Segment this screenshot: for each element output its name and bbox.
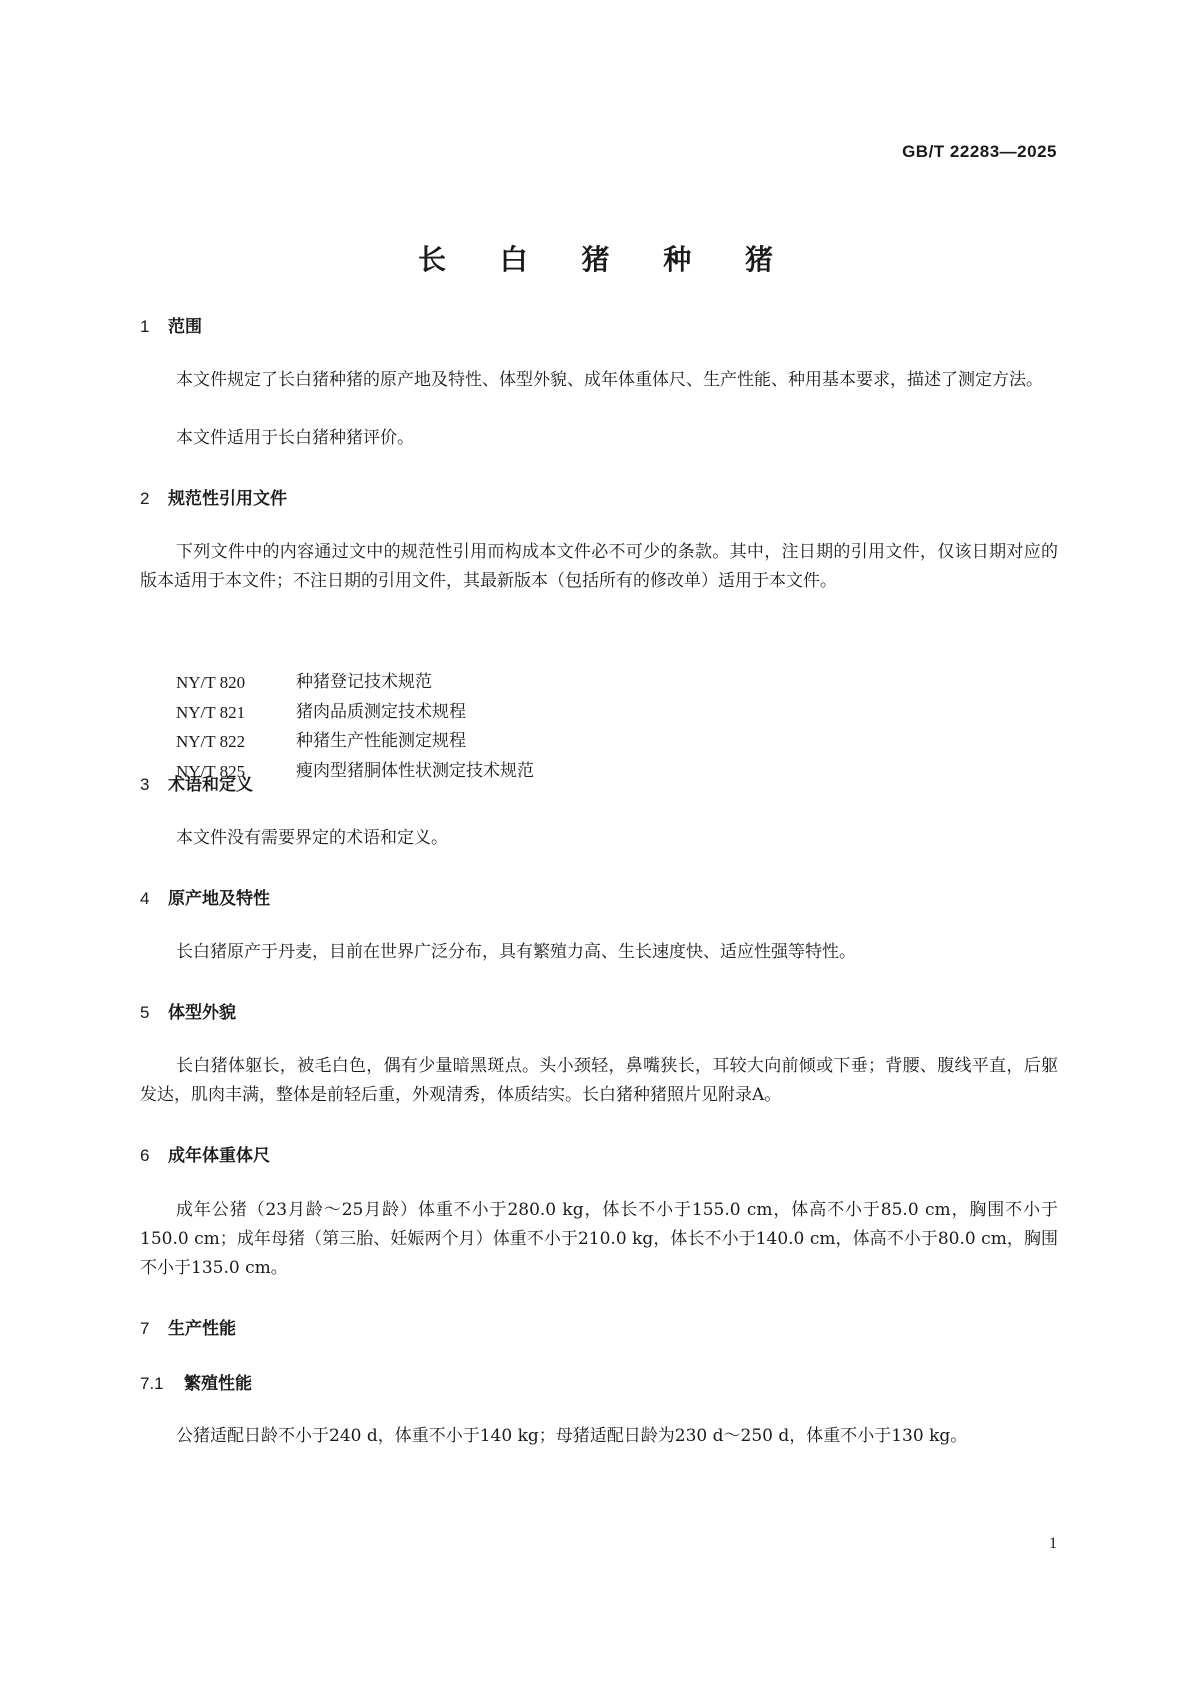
- paragraph: 本文件没有需要界定的术语和定义。: [176, 828, 448, 848]
- section-number: 4: [140, 889, 150, 908]
- section-heading: [140, 312, 202, 337]
- section-heading: [140, 770, 253, 795]
- paragraph: 本文件规定了长白猪种猪的原产地及特性、体型外貌、成年体重体尺、生产性能、种用基本要求，描述了测定方法。: [176, 370, 1043, 390]
- paragraph: 长白猪原产于丹麦，目前在世界广泛分布，具有繁殖力高、生长速度快、适应性强等特性。: [176, 942, 856, 962]
- reference-title: 种猪生产性能测定规程: [296, 731, 466, 751]
- reference-item: [176, 727, 534, 757]
- reference-item: [176, 698, 534, 728]
- section-number: 5: [140, 1003, 150, 1022]
- paragraph: 成年公猪（23月龄～25月龄）体重不小于280.0 kg，体长不小于155.0 cm，体高不小于85.0 cm，胸围不小于150.0 cm；成年母猪（第三胎、妊娠两个月）体重不小于210.0 kg，体长不小于140.0 cm，体高不小于80.0 cm，胸围不小于135.0 cm。: [140, 1200, 1058, 1278]
- section-number: 6: [140, 1146, 150, 1165]
- section-number: 2: [140, 489, 150, 508]
- standard-code: GB/T 22283—2025: [902, 142, 1057, 161]
- reference-code: NY/T 822: [176, 732, 246, 751]
- section-heading: [140, 998, 236, 1023]
- section-number: 7: [140, 1319, 150, 1338]
- section-title: 生产性能: [168, 1319, 236, 1339]
- section-title: 原产地及特性: [168, 889, 270, 909]
- subsection-heading: [140, 1369, 252, 1394]
- section-title: 成年体重体尺: [168, 1146, 270, 1166]
- section-heading: [140, 1314, 236, 1339]
- reference-code: NY/T 821: [176, 702, 246, 722]
- section-title: 体型外貌: [168, 1003, 236, 1023]
- section-heading: [140, 1141, 270, 1166]
- section-number: 7.1: [140, 1374, 164, 1393]
- paragraph: 下列文件中的内容通过文中的规范性引用而构成本文件必不可少的条款。其中，注日期的引用文件，仅该日期对应的版本适用于本文件；不注日期的引用文件，其最新版本（包括所有的修改单）适用于本文件。: [140, 542, 1058, 591]
- section-title: 规范性引用文件: [168, 489, 287, 509]
- section-title: 范围: [168, 317, 202, 337]
- reference-code: NY/T 825: [176, 761, 246, 781]
- paragraph: 公猪适配日龄不小于240 d，体重不小于140 kg；母猪适配日龄为230 d～250 d，体重不小于130 kg。: [176, 1426, 968, 1446]
- section-heading: [140, 484, 287, 509]
- section-heading: [140, 884, 270, 909]
- reference-item: [176, 668, 534, 698]
- reference-title: 瘦肉型猪胴体性状测定技术规范: [296, 760, 534, 781]
- reference-list: [176, 668, 534, 786]
- reference-title: 种猪登记技术规范: [296, 672, 432, 692]
- reference-title: 猪肉品质测定技术规程: [296, 701, 466, 722]
- section-number: 3: [140, 775, 150, 794]
- section-title: 术语和定义: [168, 775, 253, 795]
- section-title: 繁殖性能: [184, 1374, 252, 1394]
- paragraph: 长白猪体躯长，被毛白色，偶有少量暗黑斑点。头小颈轻，鼻嘴狭长，耳较大向前倾或下垂；背腰、腹线平直，后躯发达，肌肉丰满，整体是前轻后重，外观清秀，体质结实。长白猪种猪照片见附录A。: [140, 1056, 1058, 1105]
- paragraph: 本文件适用于长白猪种猪评价。: [176, 428, 414, 448]
- page-title: 长 白 猪 种 猪: [418, 243, 795, 276]
- page-number: 1: [1049, 1535, 1057, 1552]
- section-number: 1: [140, 317, 150, 336]
- reference-code: NY/T 820: [176, 673, 246, 692]
